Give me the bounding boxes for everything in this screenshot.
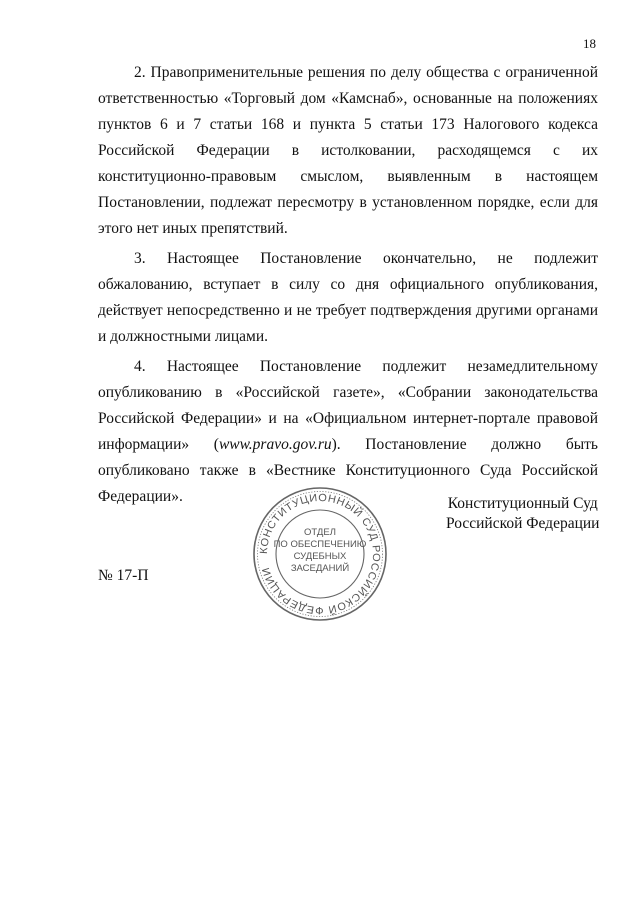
paragraph-4-text-after: ). Постановление должно быть опубликовано также в «Вестнике Конституционного Суда Российской Федерации». bbox=[98, 436, 598, 505]
page-number: 18 bbox=[583, 36, 596, 51]
seal-graphic bbox=[250, 484, 390, 624]
pravo-link[interactable]: www.pravo.gov.ru bbox=[218, 436, 332, 453]
seal-center-line-3: СУДЕБНЫХ bbox=[293, 551, 347, 562]
signature-line-1: Конституционный Суд bbox=[447, 495, 598, 512]
court-seal-stamp bbox=[250, 484, 390, 624]
paragraph-3: 3. Настоящее Постановление окончательно, не подлежит обжалованию, вступает в силу со дня официального опубликования, действует непосредственно и не требует подтверждения другими органами и должностными лицами. bbox=[98, 250, 598, 345]
seal-center-line-1: ОТДЕЛ bbox=[304, 527, 336, 538]
seal-center-line-2: ПО ОБЕСПЕЧЕНИЮ bbox=[273, 539, 367, 550]
paragraph-4-text-before: 4. Настоящее Постановление подлежит незамедлительному опубликованию в «Российской газете», «Собрании законодательства Российской Федерации» и на «Официальном интернет-портале правовой информации» ( bbox=[98, 358, 598, 453]
seal-center-line-4: ЗАСЕДАНИЙ bbox=[290, 563, 350, 574]
signature-block bbox=[446, 494, 599, 534]
document-number: № 17-П bbox=[98, 567, 149, 584]
paragraph-2: 2. Правоприменительные решения по делу общества с ограниченной ответственностью «Торговый дом «Камснаб», основанные на положениях пунктов 6 и 7 статьи 168 и пункта 5 статьи 173 Налогового кодекса Российской Федерации в истолковании, расходящемся с их конституционно-правовым смыслом, выявленным в настоящем Постановлении, подлежат пересмотру в установленном порядке, если для этого нет иных препятствий. bbox=[98, 64, 598, 237]
seal-ring-text: КОНСТИТУЦИОННЫЙ СУД РОССИЙСКОЙ ФЕДЕРАЦИИ bbox=[257, 491, 383, 617]
document-body bbox=[98, 60, 598, 510]
signature-line-2: Российской Федерации bbox=[446, 515, 600, 532]
